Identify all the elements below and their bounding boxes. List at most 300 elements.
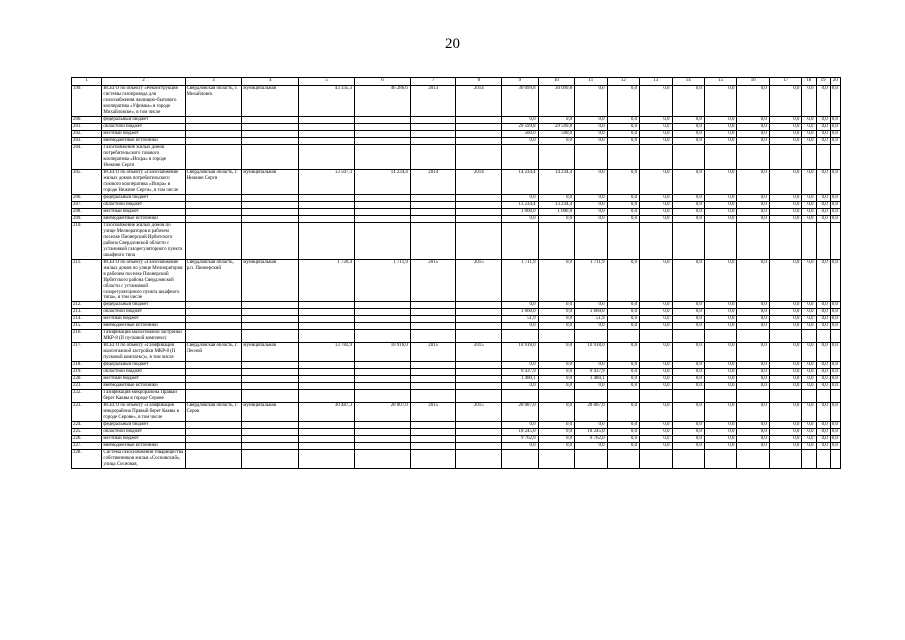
table-cell (456, 330, 502, 343)
table-cell (456, 436, 502, 443)
table-row (72, 86, 841, 117)
row-label-cell: Газоснабжение жилых домов потребительского газового кооператива «Искра» в городе Нижние Серги (102, 144, 185, 169)
table-cell (242, 443, 299, 450)
table-cell: 10 918,0 (575, 343, 607, 362)
table-cell: 0,0 (737, 130, 769, 137)
table-cell: 1 720,4 (299, 259, 355, 302)
table-cell: 0,0 (769, 383, 801, 390)
table-cell (299, 194, 355, 201)
row-label-cell: федеральный бюджет (102, 302, 185, 309)
table-cell (299, 429, 355, 436)
table-cell: 10 918,0 (502, 343, 539, 362)
row-label-cell: областной бюджет (102, 369, 185, 376)
table-cell: 0,0 (640, 137, 672, 144)
table-body (72, 78, 841, 469)
table-cell: 0,0 (640, 316, 672, 323)
row-number-cell: 221. (72, 383, 102, 390)
table-cell: 0,0 (802, 86, 816, 117)
table-cell: 0,0 (538, 362, 575, 369)
table-cell: 0,0 (830, 130, 840, 137)
table-cell (456, 208, 502, 215)
table-row (72, 130, 841, 137)
table-cell: 0,0 (737, 316, 769, 323)
table-cell (242, 309, 299, 316)
table-cell: 0,0 (640, 259, 672, 302)
table-cell (185, 376, 242, 383)
table-cell: 30 487,3 (299, 403, 355, 422)
table-row (72, 222, 841, 259)
table-cell: 0,0 (640, 422, 672, 429)
table-cell (410, 144, 456, 169)
table-cell: 0,0 (802, 383, 816, 390)
table-cell: 0,0 (672, 215, 704, 222)
table-cell: Свердловская область, р.п. Пионерский (185, 259, 242, 302)
table-cell: 0,0 (769, 169, 801, 194)
table-cell: 0,0 (830, 169, 840, 194)
table-cell: 0,0 (802, 194, 816, 201)
table-cell: 0,0 (816, 169, 830, 194)
table-cell: 0,0 (640, 443, 672, 450)
table-cell (242, 123, 299, 130)
table-cell: 0,0 (830, 309, 840, 316)
header-cell: 8 (456, 78, 502, 86)
table-cell: 0,0 (737, 208, 769, 215)
table-cell: 0,0 (538, 422, 575, 429)
table-cell: 0,0 (802, 403, 816, 422)
table-cell: 0,0 (816, 201, 830, 208)
table-cell: 0,0 (830, 194, 840, 201)
table-cell: 0,0 (607, 201, 639, 208)
table-cell: 0,0 (769, 323, 801, 330)
table-cell (355, 116, 411, 123)
table-cell: 0,0 (538, 403, 575, 422)
table-cell: 0,0 (640, 169, 672, 194)
table-cell: 9 437,9 (575, 369, 607, 376)
table-cell: 0,0 (538, 383, 575, 390)
table-cell (456, 201, 502, 208)
row-label-cell: федеральный бюджет (102, 194, 185, 201)
table-cell: 0,0 (538, 194, 575, 201)
table-cell: 0,0 (640, 362, 672, 369)
table-cell (185, 123, 242, 130)
row-number-cell: 215. (72, 323, 102, 330)
row-label-cell: местный бюджет (102, 436, 185, 443)
table-cell (607, 450, 639, 469)
table-cell (410, 443, 456, 450)
table-row (72, 362, 841, 369)
table-cell: 0,0 (769, 123, 801, 130)
table-cell: 0,0 (830, 215, 840, 222)
table-cell (299, 316, 355, 323)
table-cell: 0,0 (672, 130, 704, 137)
table-cell (410, 369, 456, 376)
table-cell: 0,0 (640, 194, 672, 201)
table-cell: 0,0 (575, 137, 607, 144)
table-row (72, 316, 841, 323)
table-cell (185, 422, 242, 429)
table-cell: 0,0 (802, 259, 816, 302)
table-cell (456, 194, 502, 201)
table-cell: 0,0 (830, 86, 840, 117)
table-cell: 0,0 (737, 443, 769, 450)
table-cell (355, 450, 411, 469)
row-label-cell: Газификация микрорайона Правый берег Каквы в городе Серове (102, 390, 185, 403)
table-cell: 0,0 (672, 201, 704, 208)
table-row (72, 369, 841, 376)
table-cell: 1 660,0 (502, 309, 539, 316)
table-cell (355, 422, 411, 429)
row-label-cell: местный бюджет (102, 316, 185, 323)
table-cell (355, 222, 411, 259)
row-number-cell: 220. (72, 376, 102, 383)
table-cell (410, 116, 456, 123)
table-cell (456, 137, 502, 144)
table-cell (575, 390, 607, 403)
table-cell (410, 309, 456, 316)
table-cell: 0,0 (607, 215, 639, 222)
table-cell (704, 450, 736, 469)
table-cell (575, 450, 607, 469)
row-label-cell: областной бюджет (102, 429, 185, 436)
table-cell (242, 130, 299, 137)
table-cell: 0,0 (802, 316, 816, 323)
table-cell: 28 007,0 (355, 403, 411, 422)
table-cell (607, 222, 639, 259)
table-cell: 0,0 (538, 323, 575, 330)
table-cell (502, 330, 539, 343)
table-cell: 0,0 (769, 429, 801, 436)
table-cell (242, 436, 299, 443)
header-cell: 9 (502, 78, 539, 86)
table-cell (575, 144, 607, 169)
row-number-cell: 223. (72, 403, 102, 422)
table-cell (769, 144, 801, 169)
table-cell (185, 450, 242, 469)
table-cell: 0,0 (672, 362, 704, 369)
table-cell: 0,0 (640, 116, 672, 123)
table-cell (502, 390, 539, 403)
table-cell (185, 436, 242, 443)
table-cell: 0,0 (538, 302, 575, 309)
table-cell: 0,0 (769, 443, 801, 450)
table-cell: 0,0 (575, 194, 607, 201)
table-cell: 0,0 (704, 429, 736, 436)
row-number-cell: 204. (72, 144, 102, 169)
row-number-cell: 211. (72, 259, 102, 302)
table-cell: 0,0 (704, 201, 736, 208)
table-cell: 0,0 (672, 343, 704, 362)
row-label-cell: областной бюджет (102, 309, 185, 316)
table-cell (355, 443, 411, 450)
row-label-cell: Газификация малоэтажной застройки МКР-8 (II пусковой комплекс) (102, 330, 185, 343)
table-cell: 0,0 (816, 323, 830, 330)
table-cell (185, 316, 242, 323)
table-cell: 0,0 (672, 169, 704, 194)
table-cell: 0,0 (816, 302, 830, 309)
table-cell: 0,0 (704, 436, 736, 443)
table-cell (538, 144, 575, 169)
row-number-cell: 222. (72, 390, 102, 403)
table-cell: 0,0 (769, 302, 801, 309)
table-cell: 13 782,9 (299, 343, 355, 362)
table-cell: 0,0 (538, 369, 575, 376)
table-cell (410, 222, 456, 259)
table-cell (299, 422, 355, 429)
table-cell (672, 144, 704, 169)
table-cell: 0,0 (769, 208, 801, 215)
header-cell: 7 (410, 78, 456, 86)
table-cell: 0,0 (502, 383, 539, 390)
table-cell (242, 383, 299, 390)
table-cell (242, 316, 299, 323)
header-cell: 11 (575, 78, 607, 86)
row-number-cell: 200. (72, 116, 102, 123)
table-cell (299, 450, 355, 469)
table-cell: 0,0 (502, 422, 539, 429)
table-cell (502, 450, 539, 469)
table-cell: 0,0 (830, 383, 840, 390)
table-cell: 0,0 (737, 201, 769, 208)
table-cell: 0,0 (769, 130, 801, 137)
table-cell (185, 309, 242, 316)
table-cell (704, 330, 736, 343)
table-cell: 0,0 (672, 429, 704, 436)
row-number-cell: 206. (72, 194, 102, 201)
table-cell (355, 383, 411, 390)
table-cell: 0,0 (816, 316, 830, 323)
table-cell: 0,0 (737, 137, 769, 144)
table-cell (355, 436, 411, 443)
table-cell: 0,0 (640, 215, 672, 222)
table-cell: 0,0 (607, 259, 639, 302)
table-cell: 0,0 (737, 194, 769, 201)
table-cell (640, 330, 672, 343)
table-cell: 0,0 (769, 309, 801, 316)
table-cell (355, 362, 411, 369)
table-cell (355, 144, 411, 169)
row-label-cell: федеральный бюджет (102, 422, 185, 429)
table-cell: Свердловская область, г. Лесной (185, 343, 242, 362)
row-label-cell: ВСЕГО по объекту «Газификация малоэтажной застройки МКР-8 (II пусковой комплекс)», в том числе (102, 343, 185, 362)
table-cell (299, 376, 355, 383)
table-cell (185, 144, 242, 169)
table-cell: 0,0 (816, 443, 830, 450)
table-cell: 0,0 (816, 215, 830, 222)
table-cell: 9 762,0 (502, 436, 539, 443)
table-cell: 0,0 (704, 137, 736, 144)
row-label-cell: федеральный бюджет (102, 116, 185, 123)
table-cell (538, 330, 575, 343)
table-cell (769, 450, 801, 469)
table-cell (242, 194, 299, 201)
table-cell (299, 309, 355, 316)
table-cell: 0,0 (575, 443, 607, 450)
table-cell: 0,0 (737, 436, 769, 443)
table-cell (242, 201, 299, 208)
table-cell: 0,0 (704, 443, 736, 450)
table-cell (299, 436, 355, 443)
table-cell: 1 711,9 (575, 259, 607, 302)
table-cell (830, 222, 840, 259)
table-cell (456, 123, 502, 130)
table-cell: 0,0 (640, 376, 672, 383)
table-cell (185, 116, 242, 123)
table-cell (242, 330, 299, 343)
table-cell: 0,0 (538, 215, 575, 222)
header-cell: 17 (769, 78, 801, 86)
table-cell (410, 137, 456, 144)
table-cell (410, 436, 456, 443)
table-cell: 0,0 (607, 369, 639, 376)
table-cell (456, 309, 502, 316)
header-cell: 6 (355, 78, 411, 86)
table-cell: 0,0 (704, 208, 736, 215)
table-cell (607, 390, 639, 403)
table-row (72, 422, 841, 429)
table-cell: 0,0 (830, 316, 840, 323)
table-cell: 0,0 (830, 123, 840, 130)
header-cell: 14 (672, 78, 704, 86)
table-cell (802, 450, 816, 469)
table-cell (355, 369, 411, 376)
row-label-cell: ВСЕГО по объекту «Газификация микрорайона Правый берег Каквы в городе Серове», в том числе (102, 403, 185, 422)
table-cell: 500,0 (502, 130, 539, 137)
table-cell (410, 302, 456, 309)
table-cell (672, 330, 704, 343)
row-number-cell: 225. (72, 429, 102, 436)
table-cell (502, 222, 539, 259)
table-cell: 0,0 (816, 343, 830, 362)
table-cell (802, 144, 816, 169)
table-cell (456, 362, 502, 369)
table-cell: 0,0 (538, 259, 575, 302)
table-cell (185, 383, 242, 390)
table-cell (299, 208, 355, 215)
table-cell (299, 222, 355, 259)
table-cell: муниципальная (242, 86, 299, 117)
table-cell: 0,0 (816, 259, 830, 302)
table-cell: муниципальная (242, 169, 299, 194)
header-cell: 10 (538, 78, 575, 86)
table-row (72, 343, 841, 362)
table-cell: 0,0 (816, 123, 830, 130)
table-cell: Свердловская область, г. Серов (185, 403, 242, 422)
table-cell (242, 144, 299, 169)
table-cell (830, 450, 840, 469)
table-cell: 0,0 (607, 343, 639, 362)
table-cell: 51,9 (575, 316, 607, 323)
table-cell (242, 376, 299, 383)
table-cell (185, 429, 242, 436)
table-row (72, 137, 841, 144)
table-cell: 0,0 (802, 116, 816, 123)
table-cell: 0,0 (816, 383, 830, 390)
table-cell (816, 450, 830, 469)
table-cell: 0,0 (640, 123, 672, 130)
table-cell (410, 422, 456, 429)
table-cell: 0,0 (704, 309, 736, 316)
table-cell (355, 429, 411, 436)
table-cell: 0,0 (737, 259, 769, 302)
table-cell: 0,0 (640, 201, 672, 208)
table-cell (607, 330, 639, 343)
table-cell (802, 330, 816, 343)
table-cell: 0,0 (769, 376, 801, 383)
table-cell: 0,0 (816, 376, 830, 383)
table-cell: 0,0 (640, 309, 672, 316)
table-cell (830, 330, 840, 343)
table-cell (355, 390, 411, 403)
table-cell: 18 245,0 (502, 429, 539, 436)
table-cell: 0,0 (704, 130, 736, 137)
table-cell: 0,0 (704, 383, 736, 390)
row-label-cell: ВСЕГО по объекту «Реконструкция системы газопровода для газоснабжения жилищно-бытового кооператива «Уфимка» в городе Михайловске», в том числе (102, 86, 185, 117)
table-cell: 0,0 (830, 422, 840, 429)
table-cell: 0,0 (737, 169, 769, 194)
table-cell: 0,0 (672, 194, 704, 201)
row-label-cell: внебюджетные источники (102, 137, 185, 144)
table-cell: 30 099,8 (502, 86, 539, 117)
row-number-cell: 224. (72, 422, 102, 429)
table-row (72, 259, 841, 302)
table-cell (737, 222, 769, 259)
table-cell (538, 390, 575, 403)
table-cell (299, 302, 355, 309)
header-cell: 13 (640, 78, 672, 86)
table-cell: 1 000,0 (502, 208, 539, 215)
table-cell: 0,0 (640, 403, 672, 422)
table-cell (816, 330, 830, 343)
table-cell: 0,0 (769, 116, 801, 123)
row-label-cell: внебюджетные источники (102, 443, 185, 450)
table-cell: 0,0 (830, 137, 840, 144)
table-cell: 46 286,6 (355, 86, 411, 117)
table-cell: 28 007,0 (502, 403, 539, 422)
table-cell: 0,0 (538, 343, 575, 362)
table-cell: 0,0 (640, 130, 672, 137)
table-cell: 0,0 (575, 302, 607, 309)
row-label-cell: местный бюджет (102, 208, 185, 215)
table-cell (355, 123, 411, 130)
table-cell (456, 144, 502, 169)
table-cell: 0,0 (704, 215, 736, 222)
table-cell: 9 437,9 (502, 369, 539, 376)
table-cell: 2014 (410, 169, 456, 194)
table-cell (185, 323, 242, 330)
table-cell (456, 390, 502, 403)
table-cell: 0,0 (575, 362, 607, 369)
row-label-cell: внебюджетные источники (102, 323, 185, 330)
table-cell: 0,0 (538, 137, 575, 144)
table-cell (299, 330, 355, 343)
table-cell (410, 130, 456, 137)
table-cell (672, 450, 704, 469)
table-cell: 0,0 (830, 208, 840, 215)
table-cell (456, 302, 502, 309)
table-cell: 0,0 (769, 343, 801, 362)
table-cell: 0,0 (816, 309, 830, 316)
table-cell (299, 383, 355, 390)
row-number-cell: 207. (72, 201, 102, 208)
table-cell: 0,0 (538, 429, 575, 436)
table-row (72, 436, 841, 443)
row-label-cell: внебюджетные источники (102, 383, 185, 390)
table-cell: 0,0 (502, 116, 539, 123)
table-cell: 0,0 (830, 403, 840, 422)
table-cell: 0,0 (802, 443, 816, 450)
table-cell: 30 099,8 (538, 86, 575, 117)
table-cell (299, 137, 355, 144)
